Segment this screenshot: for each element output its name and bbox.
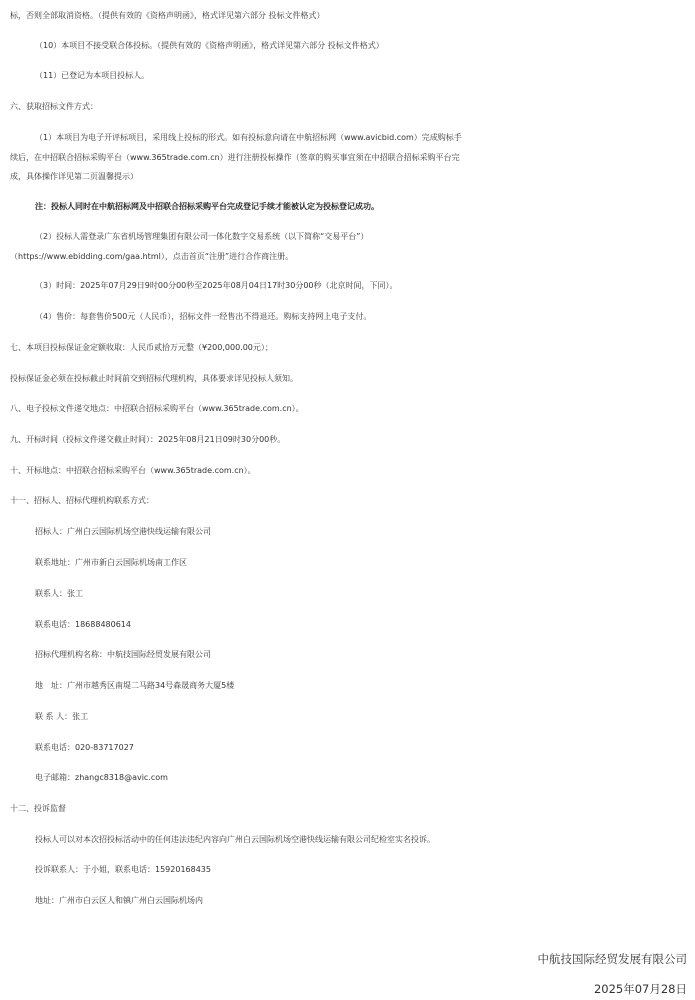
section-heading: 九、开标时间（投标文件递交截止时间）：2025年08月21日09时30分00秒。	[10, 435, 286, 444]
contact-line: 联 系 人：张工	[35, 712, 89, 721]
text-line: （2）投标人需登录广东省机场管理集团有限公司一体化数字交易系统（以下简称“交易平台”）	[35, 232, 369, 241]
text-line: （11）已登记为本项目投标人。	[35, 71, 150, 80]
contact-line: 联系地址：广州市新白云国际机场南工作区	[35, 558, 187, 567]
text-line: （1）本项目为电子开评标项目，采用线上投标的形式。如有投标意向请在中航招标网（www.avicbid.com）完成购标手	[35, 133, 462, 142]
contact-line: 联系人：张工	[35, 589, 83, 598]
section-heading: 十一、招标人、招标代理机构联系方式：	[10, 496, 154, 505]
text-line: （4）售价：每套售价500元（人民币），招标文件一经售出不得退还。购标支持网上电子支付。	[35, 312, 372, 321]
text-line: 地址：广州市白云区人和镇广州白云国际机场内	[35, 896, 203, 905]
contact-line: 电子邮箱：zhangc8318@avic.com	[35, 773, 168, 782]
text-line: 续后，在中招联合招标采购平台（www.365trade.com.cn）进行注册投标操作（签章的购买事宜须在中招联合招标采购平台完	[10, 153, 460, 162]
text-line: 标，否则全部取消资格。（提供有效的《资格声明函》，格式详见第六部分 投标文件格式）	[10, 11, 325, 20]
section-heading: 七、本项目投标保证金定额收取：人民币贰拾万元整（¥200,000.00元）；	[10, 343, 273, 352]
note-line: 注：投标人同时在中航招标网及中招联合招标采购平台完成登记手续才能被认定为投标登记成功。	[35, 202, 379, 211]
contact-line: 联系电话：18688480614	[35, 620, 131, 629]
text-line: 投诉联系人：于小姐，联系电话：15920168435	[35, 865, 211, 874]
signature-date: 2025年07月28日	[593, 982, 687, 996]
text-line: 投标人可以对本次招投标活动中的任何违法违纪内容向广州白云国际机场空港快线运输有限公司纪检室实名投诉。	[35, 835, 435, 844]
section-heading: 十二、投诉监督	[10, 804, 66, 813]
signature-company: 中航技国际经贸发展有限公司	[537, 952, 687, 966]
section-heading: 六、获取招标文件方式：	[10, 102, 98, 111]
contact-line: 招标人：广州白云国际机场空港快线运输有限公司	[35, 527, 211, 536]
contact-line: 招标代理机构名称：中航技国际经贸发展有限公司	[35, 650, 211, 659]
text-line: （https://www.ebidding.com/gaa.html），点击首页“注册”进行合作商注册。	[10, 252, 294, 261]
contact-line: 联系电话：020-83717027	[35, 743, 134, 752]
section-heading: 八、电子投标文件递交地点：中招联合招标采购平台（www.365trade.com.cn）。	[10, 404, 304, 413]
contact-line: 地 址：广州市越秀区南堤二马路34号森晟商务大厦5楼	[35, 681, 235, 690]
section-heading: 十、开标地点：中招联合招标采购平台（www.365trade.com.cn）。	[10, 466, 256, 475]
text-line: （10）本项目不接受联合体投标。（提供有效的《资格声明函》，格式详见第六部分 投标文件格式）	[35, 41, 384, 50]
text-line: （3）时间：2025年07月29日9时00分00秒至2025年08月04日17时30分00秒（北京时间，下同）。	[35, 281, 398, 290]
text-line: 成，具体操作详见第二页温馨提示）	[10, 172, 138, 181]
text-line: 投标保证金必须在投标截止时间前交到招标代理机构，具体要求详见投标人须知。	[10, 374, 298, 383]
